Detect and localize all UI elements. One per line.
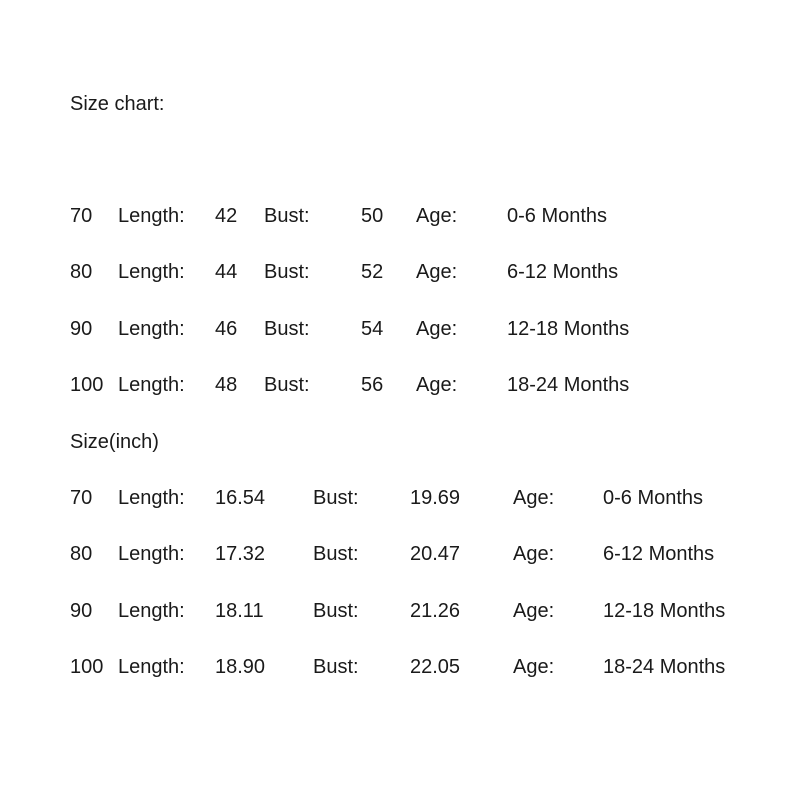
- age-value: 18-24 Months: [603, 656, 726, 678]
- bust-label: Bust:: [264, 318, 310, 340]
- size-value: 90: [70, 600, 93, 622]
- age-label: Age:: [513, 600, 555, 622]
- age-label: Age:: [416, 374, 458, 396]
- age-label: Age:: [416, 318, 458, 340]
- length-label: Length:: [118, 487, 185, 509]
- age-value: 0-6 Months: [603, 487, 704, 509]
- bust-label: Bust:: [313, 600, 359, 622]
- length-label: Length:: [118, 543, 185, 565]
- length-label: Length:: [118, 318, 185, 340]
- age-value: 12-18 Months: [603, 600, 726, 622]
- bust-value: 19.69: [410, 487, 461, 509]
- size-value: 70: [70, 205, 93, 227]
- length-value: 48: [215, 374, 238, 396]
- length-label: Length:: [118, 656, 185, 678]
- bust-value: 22.05: [410, 656, 461, 678]
- size-value: 70: [70, 487, 93, 509]
- bust-label: Bust:: [264, 205, 310, 227]
- size-value: 80: [70, 261, 93, 283]
- age-value: 12-18 Months: [507, 318, 630, 340]
- length-value: 16.54: [215, 487, 266, 509]
- age-label: Age:: [513, 543, 555, 565]
- bust-value: 52: [361, 261, 384, 283]
- length-label: Length:: [118, 600, 185, 622]
- length-value: 46: [215, 318, 238, 340]
- bust-label: Bust:: [313, 656, 359, 678]
- length-value: 18.90: [215, 656, 266, 678]
- bust-label: Bust:: [313, 487, 359, 509]
- bust-value: 50: [361, 205, 384, 227]
- length-value: 18.11: [215, 600, 264, 622]
- length-value: 17.32: [215, 543, 266, 565]
- length-value: 42: [215, 205, 238, 227]
- bust-value: 21.26: [410, 600, 461, 622]
- bust-label: Bust:: [264, 374, 310, 396]
- bust-label: Bust:: [313, 543, 359, 565]
- size-inch-title: Size(inch): [70, 431, 159, 453]
- length-label: Length:: [118, 374, 185, 396]
- size-value: 90: [70, 318, 93, 340]
- length-label: Length:: [118, 261, 185, 283]
- size-chart-title: Size chart:: [70, 93, 165, 115]
- age-label: Age:: [513, 487, 555, 509]
- age-label: Age:: [416, 261, 458, 283]
- length-label: Length:: [118, 205, 185, 227]
- bust-value: 56: [361, 374, 384, 396]
- age-value: 18-24 Months: [507, 374, 630, 396]
- age-value: 6-12 Months: [507, 261, 619, 283]
- bust-value: 20.47: [410, 543, 461, 565]
- size-value: 100: [70, 656, 104, 678]
- age-label: Age:: [513, 656, 555, 678]
- length-value: 44: [215, 261, 238, 283]
- bust-value: 54: [361, 318, 384, 340]
- age-value: 0-6 Months: [507, 205, 608, 227]
- bust-label: Bust:: [264, 261, 310, 283]
- age-label: Age:: [416, 205, 458, 227]
- age-value: 6-12 Months: [603, 543, 715, 565]
- size-value: 80: [70, 543, 93, 565]
- size-value: 100: [70, 374, 104, 396]
